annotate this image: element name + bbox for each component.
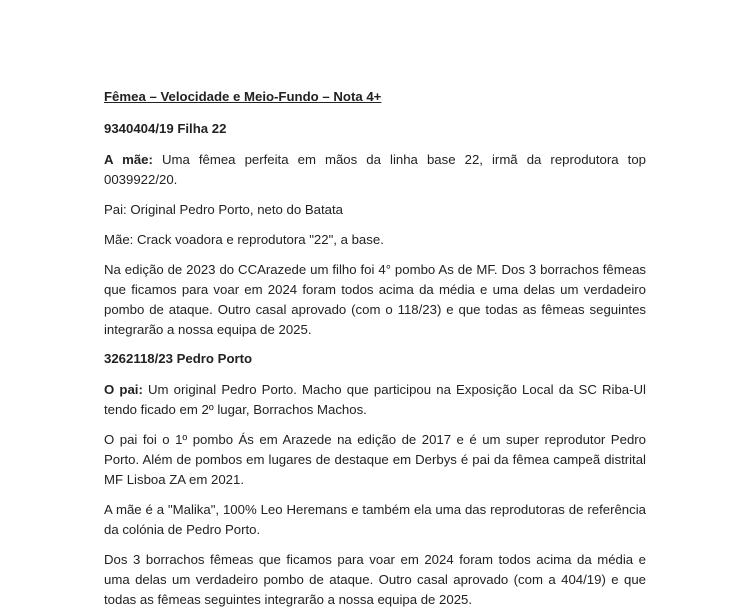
pai-line: Pai: Original Pedro Porto, neto do Batata <box>104 202 343 217</box>
section-heading-pedro-porto: 3262118/23 Pedro Porto <box>104 351 253 366</box>
pai-label: O pai: <box>104 382 143 397</box>
document-title: Fêmea – Velocidade e Meio-Fundo – Nota 4+ <box>104 89 382 104</box>
pai-text: Um original Pedro Porto. Macho que participou na Exposição Local da SC Riba-Ul tendo ficado em 2º lugar, Borrachos Machos. <box>104 382 646 417</box>
mae-text: Uma fêmea perfeita em mãos da linha base 22, irmã da reprodutora top 0039922/20. <box>104 152 647 187</box>
section-heading-filha-22: 9340404/19 Filha 22 <box>104 121 227 136</box>
section2-paragraph-3: Dos 3 borrachos fêmeas que ficamos para voar em 2024 foram todos acima da média e uma delas um verdadeiro pombo de ataque. Outro casal aprovado (com a 404/19) e que todas as fêmeas seguintes integrarão a nossa equipa de 2025. <box>104 552 646 607</box>
section2-paragraph-2: A mãe é a "Malika", 100% Leo Heremans e também ela uma das reprodutoras de referência da colónia de Pedro Porto. <box>104 502 646 537</box>
mae-line: Mãe: Crack voadora e reprodutora "22", a base. <box>104 232 384 247</box>
section2-paragraph-1: O pai foi o 1º pombo Ás em Arazede na edição de 2017 e é um super reprodutor Pedro Porto. Além de pombos em lugares de destaque em Derbys é pai da fêmea campeã distrital MF Lisboa ZA em 2021. <box>104 432 646 487</box>
mae-label: A mãe: <box>104 152 153 167</box>
mae-description <box>104 150 646 190</box>
pai-description <box>104 380 646 420</box>
section1-paragraph: Na edição de 2023 do CCArazede um filho foi 4° pombo As de MF. Dos 3 borrachos fêmeas que ficamos para voar em 2024 foram todos acima da média e uma delas um verdadeiro pombo de ataque. Outro casal aprovado (com o 118/23) e que todas as fêmeas seguintes integrarão a nossa equipa de 2025. <box>104 262 646 337</box>
